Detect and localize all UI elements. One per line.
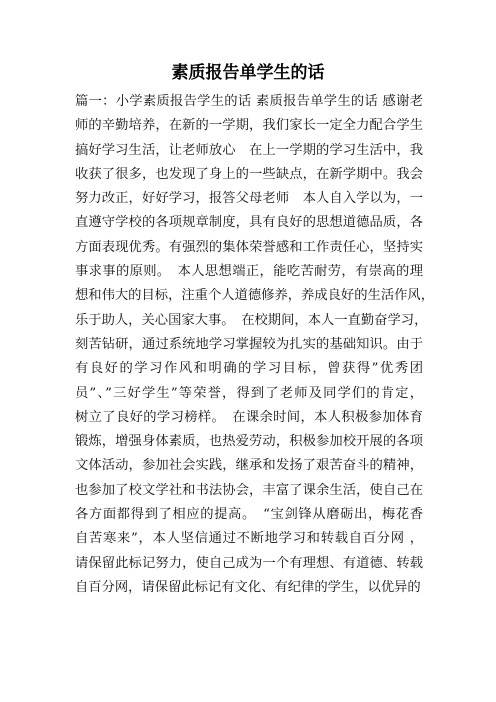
body-line: 锻炼，增强身体素质，也热爱劳动，积极参加校开展的各项 [75, 434, 423, 450]
body-line: 文体活动，参加社会实践，继承和发扬了艰苦奋斗的精神， [75, 458, 423, 474]
body-line: 各方面都得到了相应的提高。 “宝剑锋从磨砺出，梅花香 [75, 507, 423, 523]
body-line: 努力改正，好好学习，报答父母老师 本人自入学以为，一 [75, 191, 423, 207]
body-line: 师的辛勤培养，在新的一学期，我们家长一定全力配合学生 [75, 118, 423, 134]
body-line: 员”、”三好学生”等荣誉，得到了老师及同学们的肯定， [75, 385, 423, 401]
body-line: 有良好的学习作风和明确的学习目标，曾获得”优秀团 [75, 361, 423, 377]
body-line: 也参加了校文学社和书法协会，丰富了课余生活，使自己在 [75, 482, 423, 498]
body-line: 乐于助人，关心国家大事。 在校期间，本人一直勤奋学习， [75, 312, 428, 328]
body-line: 请保留此标记努力，使自己成为一个有理想、有道德、转载 [75, 555, 423, 571]
body-line: 自苦寒来”，本人坚信通过不断地学习和转载自百分网 ， [75, 531, 423, 547]
document-title: 素质报告单学生的话 [171, 63, 325, 83]
body-line: 想和伟大的目标，注重个人道德修养，养成良好的生活作风， [75, 288, 435, 304]
body-line: 搞好学习生活，让老师放心 在上一学期的学习生活中，我 [75, 142, 423, 158]
body-line: 刻苦钻研，通过系统地学习掌握较为扎实的基础知识。由于 [75, 336, 423, 352]
body-line: 树立了良好的学习榜样。 在课余时间，本人积极参加体育 [75, 409, 423, 425]
body-line: 直遵守学校的各项规章制度，具有良好的思想道德品质，各 [75, 215, 423, 231]
body-line: 事求事的原则。 本人思想端正，能吃苦耐劳，有崇高的理 [75, 264, 423, 280]
body-line: 收获了很多，也发现了身上的一些缺点，在新学期中。我会 [75, 166, 423, 182]
body-line: 篇一：小学素质报告学生的话 素质报告单学生的话 感谢老 [75, 94, 423, 109]
document-body [75, 90, 435, 600]
body-line: 自百分网，请保留此标记有文化、有纪律的学生，以优异的 [75, 579, 421, 595]
body-line: 方面表现优秀。有强烈的集体荣誉感和工作责任心，坚持实 [75, 239, 423, 255]
